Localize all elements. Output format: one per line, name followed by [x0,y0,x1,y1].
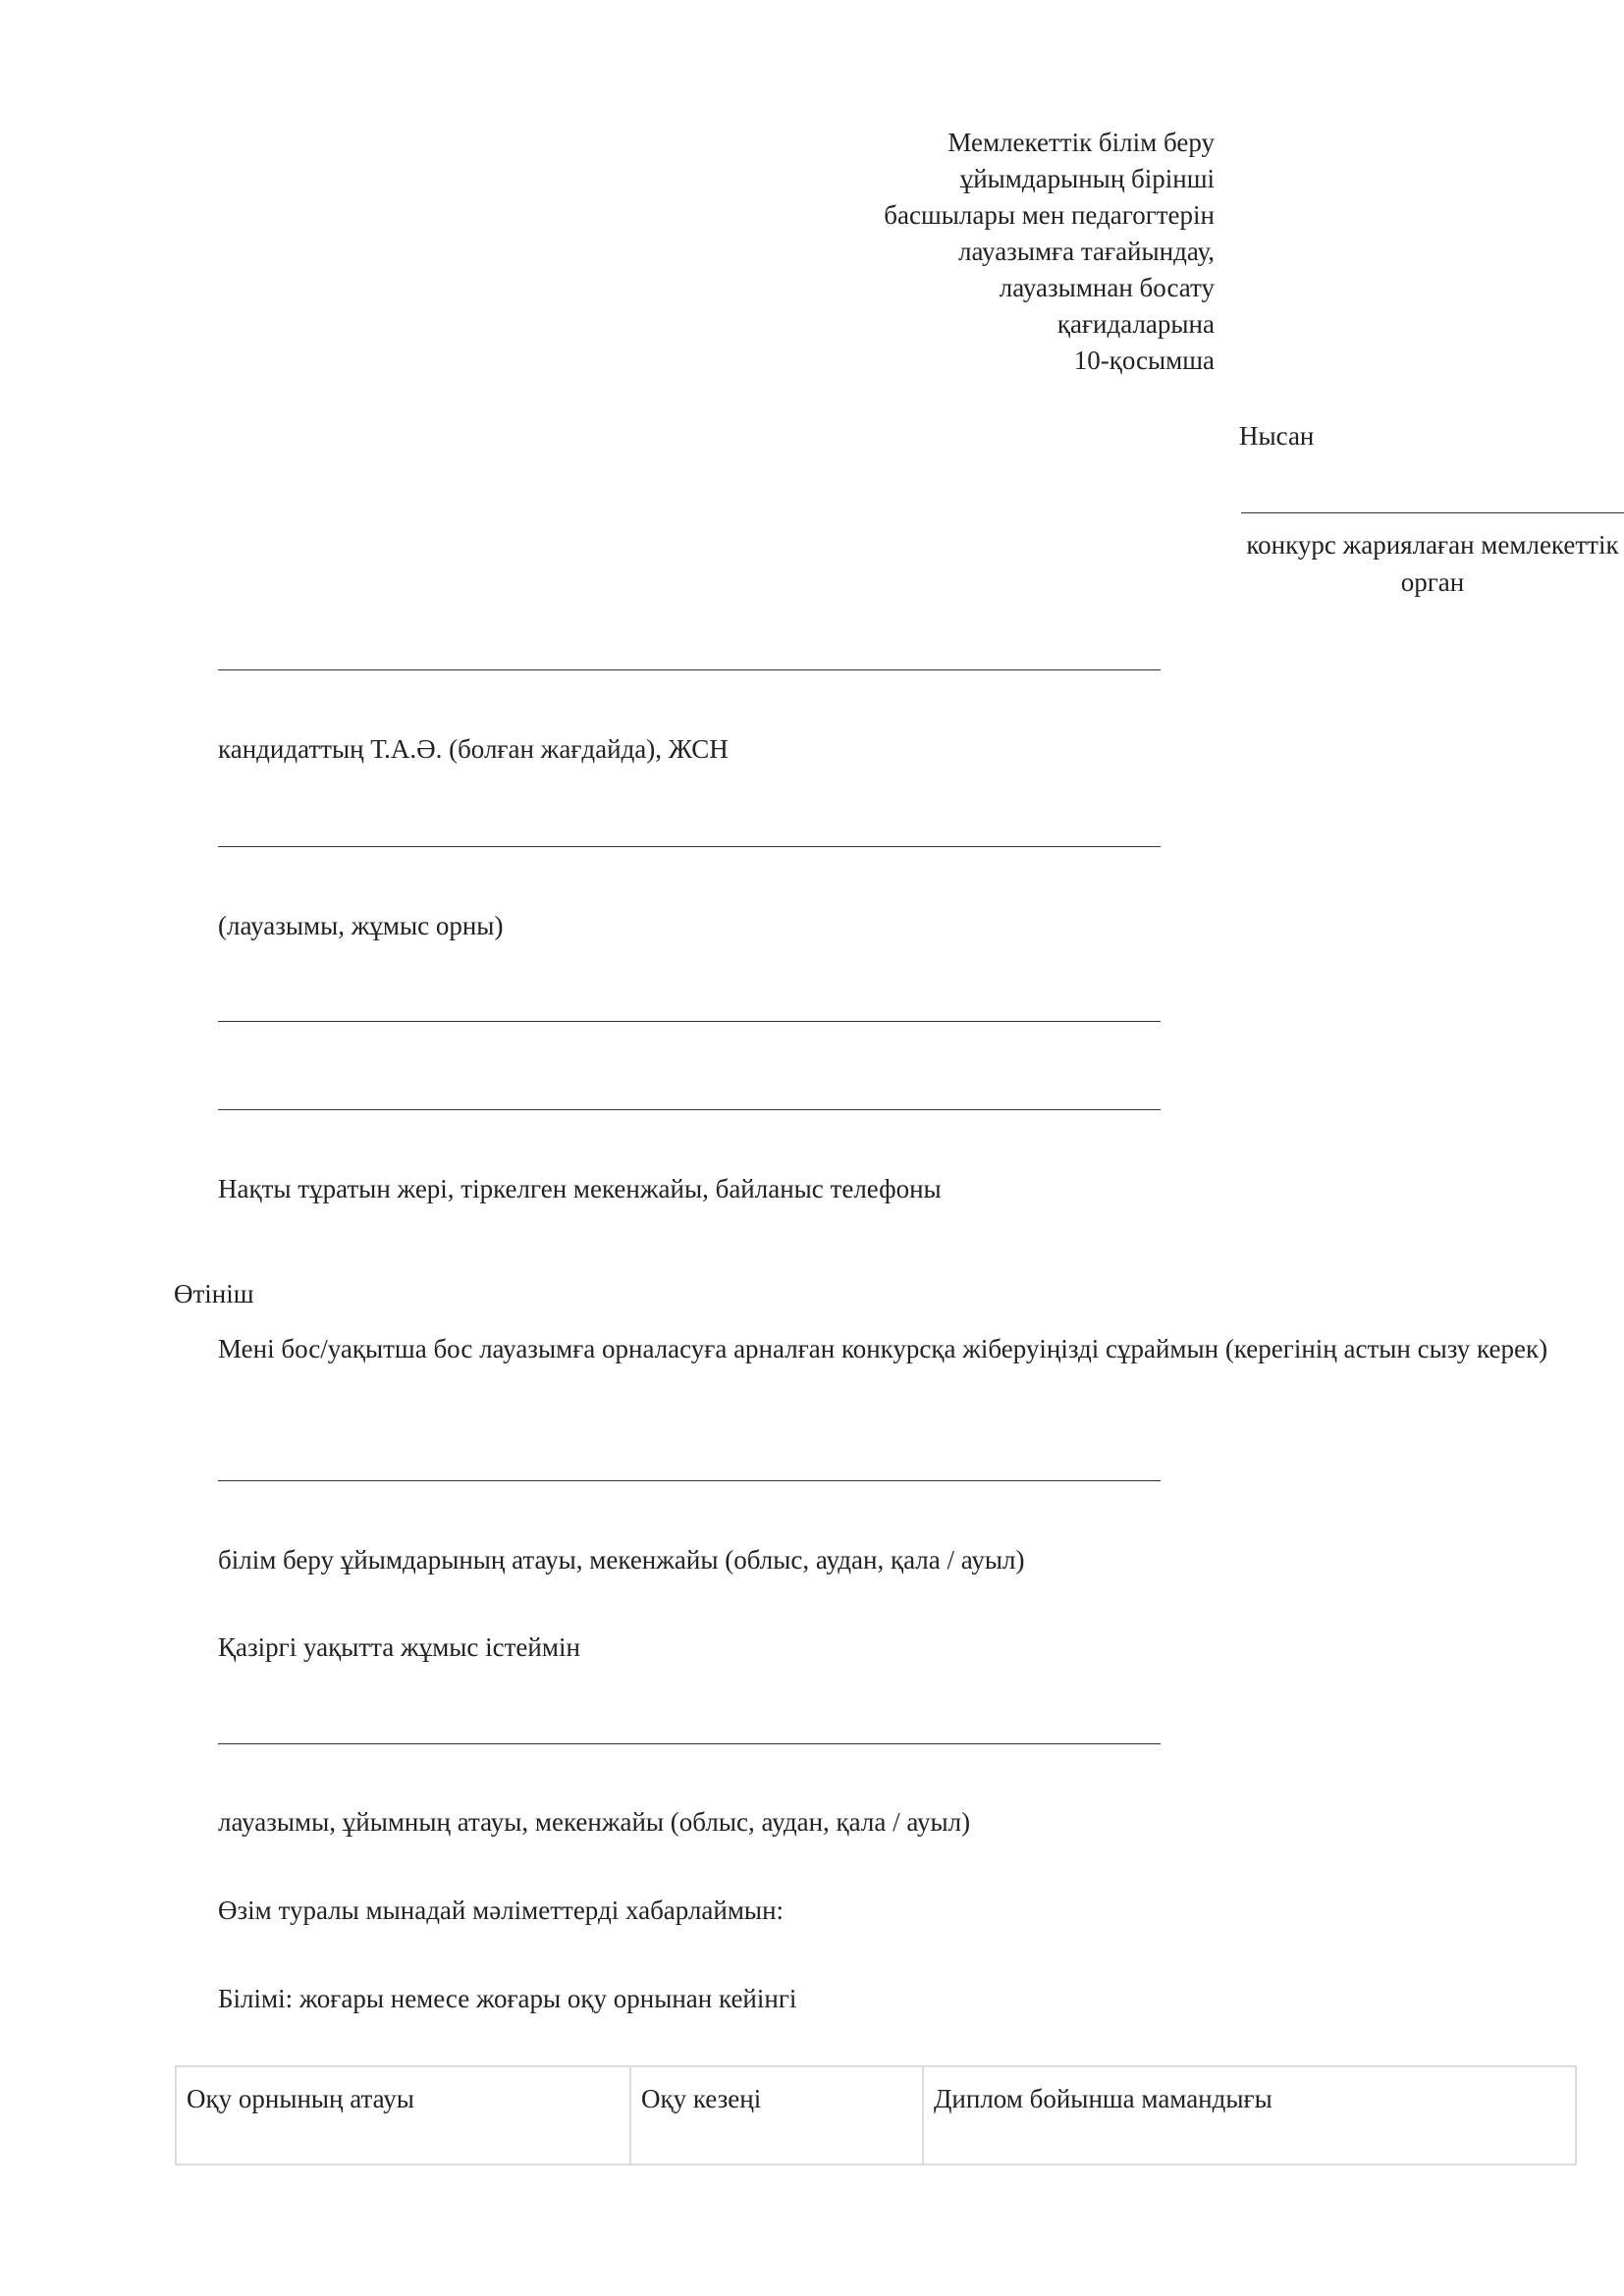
position-caption: (лауазымы, жұмыс орны) [218,911,504,940]
form-label: Нысан [1239,421,1315,451]
application-heading: Өтініш [174,1279,254,1308]
current-work-text: Қазіргі уақытта жұмыс істеймін [218,1632,580,1662]
current-work-blank-line [218,1743,1161,1744]
education-table [175,2065,1577,2165]
appendix-line-6: қағидаларына [1056,309,1215,339]
appendix-number: 10-қосымша [1073,346,1215,375]
appendix-line-4: лауазымға тағайындау, [957,237,1215,266]
recipient-caption: конкурс жариялаған мемлекеттік орган [1246,530,1619,597]
appendix-line-2: ұйымдарының бірінші [959,164,1215,193]
appendix-reference [884,125,1215,379]
candidate-name-blank-line [218,669,1161,670]
table-header-row [176,2066,1576,2164]
candidate-name-caption: кандидаттың Т.А.Ә. (болған жағдайда), ЖСН [218,734,729,764]
appendix-line-1: Мемлекеттік білім беру [947,128,1215,157]
column-study-period: Оқу кезеңі [630,2066,923,2164]
recipient-blank-line [1241,512,1624,513]
column-institution-name: Оқу орнының атауы [176,2066,630,2164]
position-blank-line [218,846,1161,847]
address-blank-line-2 [218,1109,1161,1110]
organization-caption: білім беру ұйымдарының атауы, мекенжайы (облыс, аудан, қала / ауыл) [218,1545,1025,1575]
about-me-text: Өзім туралы мынадай мәліметтерді хабарлаймын: [218,1896,785,1925]
current-work-caption: лауазымы, ұйымның атауы, мекенжайы (облыс, аудан, қала / ауыл) [218,1807,971,1837]
education-text: Білімі: жоғары немесе жоғары оқу орнынан кейінгі [218,1984,797,2013]
appendix-line-5: лауазымнан босату [999,273,1215,302]
address-caption: Нақты тұратын жері, тіркелген мекенжайы, байланыс телефоны [218,1174,942,1203]
application-request-text: Мені бос/уақытша бос лауазымға орналасуға арналған конкурсқа жіберуіңізді сұраймын (керегінің астын сызу керек) [218,1334,1548,1363]
address-blank-line-1 [218,1021,1161,1022]
column-diploma-specialty: Диплом бойынша мамандығы [923,2066,1576,2164]
organization-blank-line [218,1480,1161,1481]
appendix-line-3: басшылары мен педагогтерін [884,200,1215,230]
